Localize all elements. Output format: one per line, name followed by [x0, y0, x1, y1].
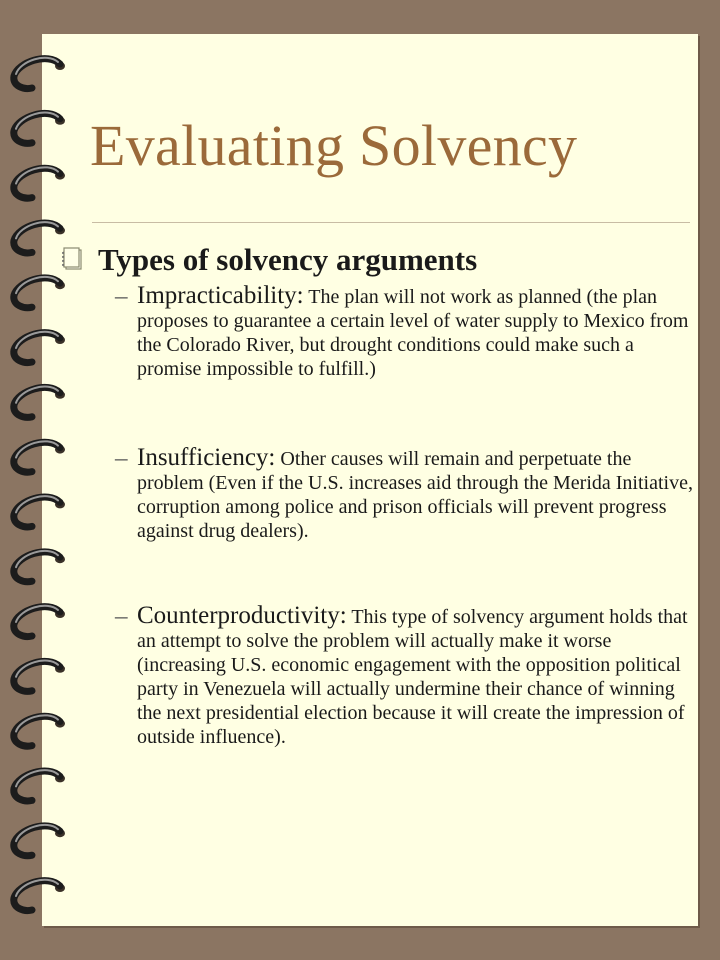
spiral-ring-icon	[14, 58, 65, 89]
spiral-ring-icon	[14, 222, 65, 253]
argument-item-impracticability	[115, 284, 695, 381]
page-title: Evaluating Solvency	[90, 113, 578, 178]
spiral-ring-icon	[14, 113, 65, 144]
spiral-binding	[0, 0, 80, 960]
spiral-ring-icon	[14, 496, 65, 527]
spiral-ring-icon	[14, 880, 65, 911]
notebook-bullet-icon	[60, 246, 86, 272]
dash-marker: –	[115, 283, 128, 310]
argument-text	[137, 284, 695, 381]
spiral-ring-icon	[14, 441, 65, 472]
spiral-ring-icon	[14, 715, 65, 746]
argument-item-insufficiency	[115, 446, 695, 543]
dash-marker: –	[115, 603, 128, 630]
spiral-ring-icon	[14, 770, 65, 801]
argument-term: Counterproductivity:	[137, 602, 347, 629]
spiral-ring-icon	[14, 825, 65, 856]
argument-description: Other causes will remain and perpetuate the problem (Even if the U.S. increases aid through the Merida Initiative, corruption among police and prison officials will prevent progress against drug dealers).	[137, 448, 693, 542]
spiral-ring-icon	[14, 661, 65, 692]
argument-description: This type of solvency argument holds that an attempt to solve the problem will actually make it worse (increasing U.S. economic engagement with the opposition political party in Venezuela will actually undermine their chance of winning the next presidential election because it will create the impression of outside influence).	[137, 606, 688, 748]
spiral-ring-icon	[14, 387, 65, 418]
argument-term: Impracticability:	[137, 282, 304, 309]
argument-text	[137, 604, 695, 749]
argument-description: The plan will not work as planned (the plan proposes to guarantee a certain level of water supply to Mexico from the Colorado River, but drought conditions could make such a promise impossible to fulfill.)	[137, 286, 689, 380]
argument-text	[137, 446, 695, 543]
argument-item-counterproductivity	[115, 604, 695, 749]
spiral-ring-icon	[14, 606, 65, 637]
argument-term: Insufficiency:	[137, 444, 276, 471]
spiral-ring-icon	[14, 167, 65, 198]
title-divider	[92, 222, 690, 223]
dash-marker: –	[115, 445, 128, 472]
spiral-ring-icon	[14, 551, 65, 582]
spiral-ring-icon	[14, 332, 65, 363]
section-heading: Types of solvency arguments	[98, 242, 478, 277]
spiral-ring-icon	[14, 277, 65, 308]
